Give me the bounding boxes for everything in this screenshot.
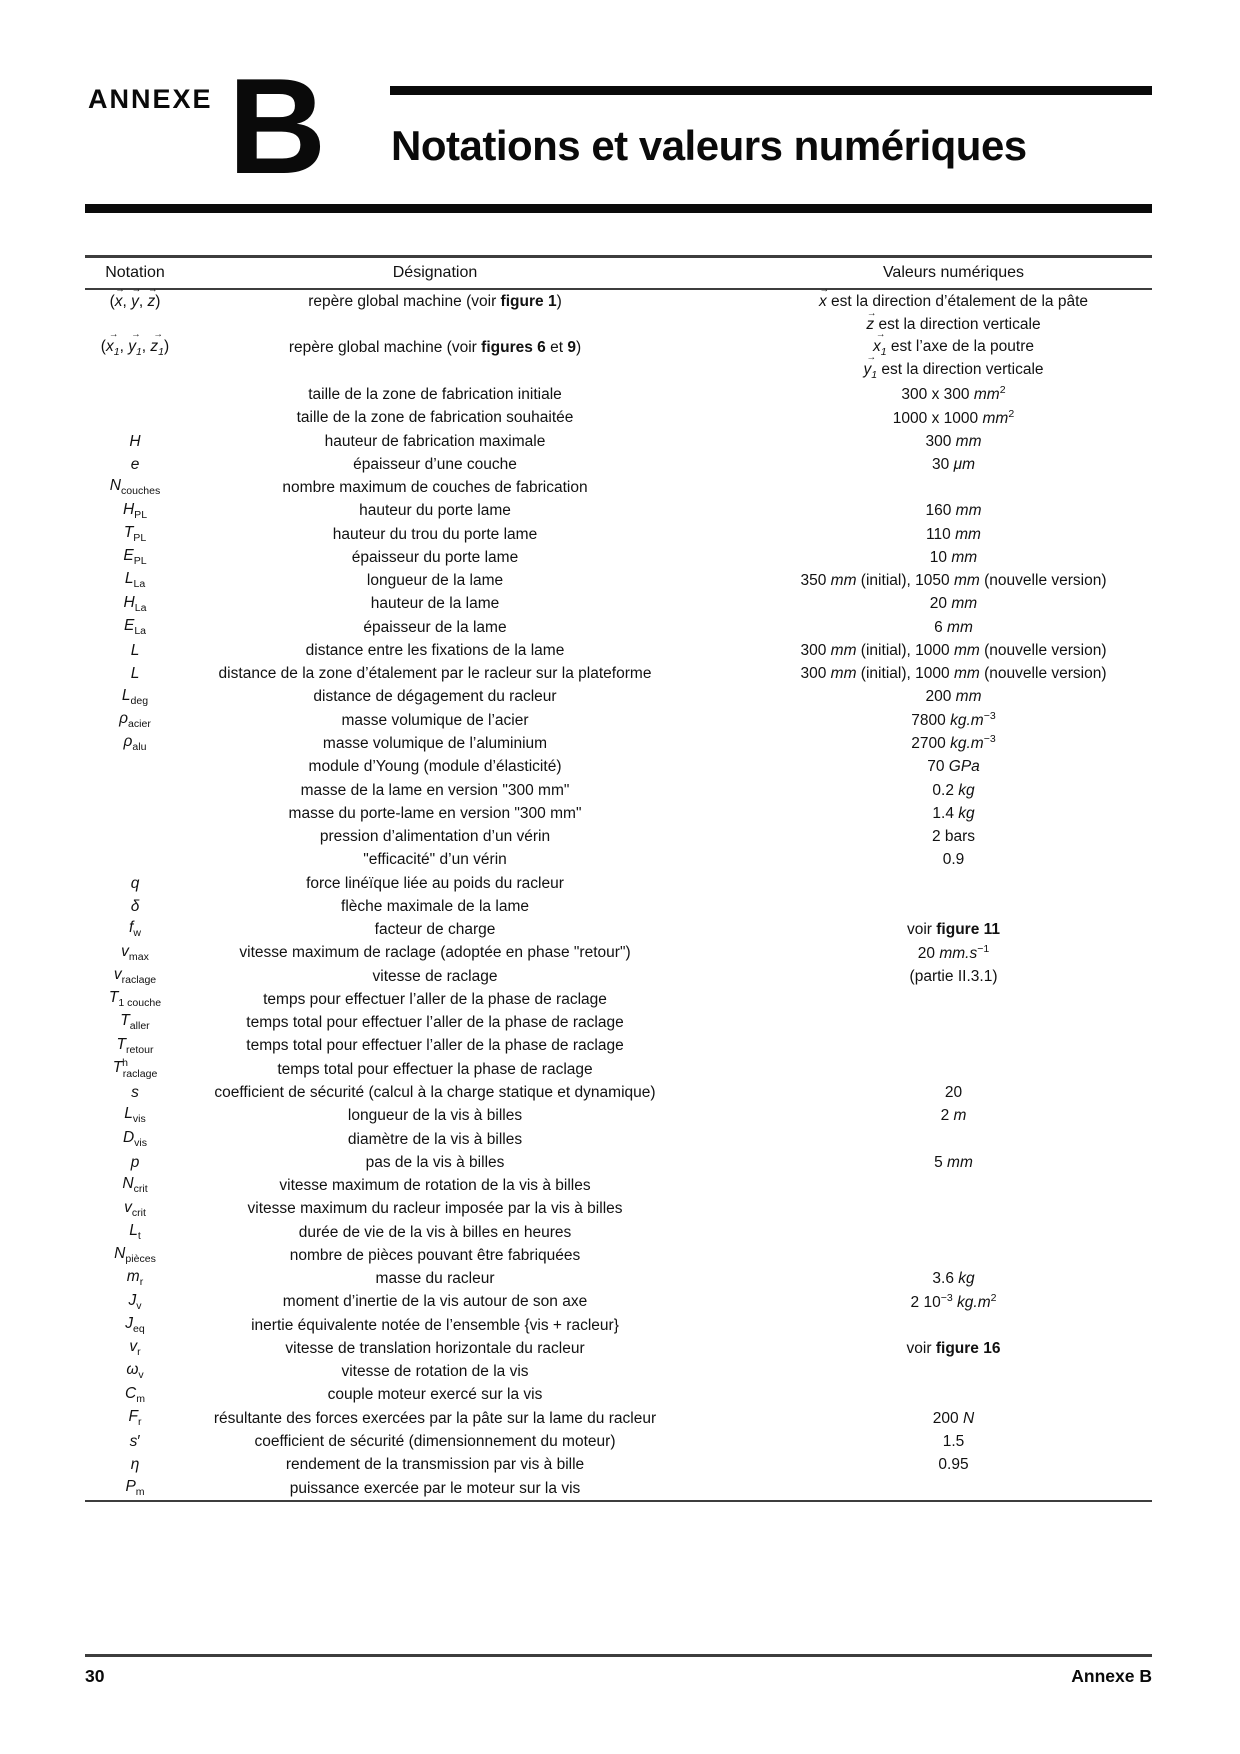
value-cell: 300 mm (initial), 1000 mm (nouvelle version): [800, 665, 1107, 683]
designation-cell: masse du racleur: [375, 1270, 495, 1288]
designation-cell: couple moteur exercé sur la vis: [327, 1386, 543, 1404]
table-row: [85, 1221, 1152, 1244]
title-top-bar: [390, 86, 1152, 95]
value-cell: 70 GPa: [927, 758, 980, 776]
designation-cell: temps total pour effectuer la phase de raclage: [277, 1060, 593, 1078]
footer-rule: [85, 1654, 1152, 1657]
notation-cell: $L_{La}$: [124, 570, 146, 591]
notation-cell: $P_m$: [125, 1477, 145, 1498]
value-cell: 0.2 kg: [932, 781, 975, 799]
designation-cell: durée de vie de la vis à billes en heures: [298, 1223, 572, 1241]
table-header-row: [85, 258, 1152, 288]
table-row: [85, 546, 1152, 569]
designation-cell: nombre maximum de couches de fabrication: [282, 479, 588, 497]
designation-cell: masse du porte-lame en version "300 mm": [288, 804, 582, 822]
footer-annexe-label: Annexe B: [1071, 1666, 1152, 1686]
notation-cell: $\rho_{alu}$: [123, 733, 147, 754]
value-cell: 3.6 kg: [932, 1270, 975, 1288]
table-row: [85, 1360, 1152, 1383]
designation-cell: hauteur de la lame: [370, 595, 500, 613]
table-row: [85, 802, 1152, 825]
table-row: [85, 1407, 1152, 1430]
value-cell: 10 mm: [929, 548, 978, 566]
table-body: [85, 290, 1152, 1500]
table-row: [85, 1174, 1152, 1197]
table-row: [85, 1477, 1152, 1500]
value-cell: $x_1$ → est l’axe de la poutre: [685, 338, 1152, 359]
table-row: [85, 1035, 1152, 1058]
table-row: [85, 709, 1152, 732]
designation-cell: pression d’alimentation d’un vérin: [319, 828, 551, 846]
notation-cell: $m_r$: [126, 1268, 144, 1289]
table-row: [85, 523, 1152, 546]
notation-cell: $f_w$: [129, 919, 141, 940]
value-cell: 20 $mm.s^{-1}$: [917, 942, 990, 962]
designation-cell: moment d’inertie de la vis autour de son axe: [282, 1293, 588, 1311]
designation-cell: épaisseur d’une couche: [353, 455, 517, 473]
notation-cell: $J_{eq}$: [125, 1314, 145, 1335]
notation-cell: $L_{vis}$: [124, 1105, 146, 1126]
table-row: [85, 1453, 1152, 1476]
designation-cell: vitesse de raclage: [372, 967, 498, 985]
table-row: [85, 1128, 1152, 1151]
table-row: [85, 476, 1152, 499]
table-row: [85, 639, 1152, 662]
designation-cell: coefficient de sécurité (dimensionnement du moteur): [254, 1432, 616, 1450]
value-cell: 300 mm (initial), 1000 mm (nouvelle version): [800, 641, 1107, 659]
table-bottom-rule: [85, 1500, 1152, 1503]
value-cell: $y_1$ → est la direction verticale: [685, 361, 1152, 382]
page-number: 30: [85, 1666, 105, 1686]
table-row: [85, 755, 1152, 778]
designation-cell: longueur de la vis à billes: [347, 1107, 523, 1125]
designation-cell: "efficacité" d’un vérin: [363, 851, 507, 869]
page-title: Notations et valeurs numériques: [391, 122, 1027, 169]
value-cell: 2 m: [940, 1107, 967, 1125]
notation-cell: $N_{crit}$: [122, 1175, 148, 1196]
designation-cell: masse volumique de l’acier: [341, 711, 529, 729]
designation-cell: longueur de la lame: [366, 572, 504, 590]
designation-cell: hauteur du trou du porte lame: [332, 525, 538, 543]
notation-cell: e: [130, 455, 140, 473]
value-cell: 300 x 300 $mm^2$: [901, 384, 1006, 404]
value-cell: 30 μm: [932, 455, 975, 473]
notation-cell: $C_m$: [125, 1384, 145, 1405]
notation-cell: $J_v$: [128, 1291, 142, 1312]
column-header-notation: Notation: [105, 263, 165, 281]
notation-cell: p: [130, 1153, 140, 1171]
designation-cell: inertie équivalente notée de l’ensemble {vis + racleur}: [251, 1316, 619, 1334]
notation-cell: $D_{vis}$: [122, 1128, 148, 1149]
column-header-designation: Désignation: [392, 263, 478, 281]
notation-cell: $L_{deg}$: [121, 686, 149, 707]
value-cell: 20 mm: [929, 595, 978, 613]
designation-cell: rendement de la transmission par vis à bille: [285, 1456, 585, 1474]
notation-cell: $E_{PL}$: [123, 547, 147, 568]
designation-cell: module d’Young (module d’élasticité): [308, 758, 562, 776]
table-row: [85, 1058, 1152, 1081]
notation-cell: H: [129, 432, 141, 450]
value-cell: x → est la direction d’étalement de la pâte: [685, 293, 1152, 310]
table-row: [85, 988, 1152, 1011]
notation-cell: L: [130, 641, 140, 659]
header-rule: [85, 204, 1152, 213]
designation-cell: distance de la zone d’étalement par le racleur sur la plateforme: [218, 665, 652, 683]
table-row: [85, 1104, 1152, 1127]
table-row: [85, 1337, 1152, 1360]
value-cell: 0.9: [942, 851, 965, 869]
value-cell: (partie II.3.1): [909, 967, 998, 985]
table-row: [85, 1383, 1152, 1406]
notation-cell: $T_{1 couche}$: [108, 989, 162, 1010]
value-cell: z → est la direction verticale: [685, 316, 1152, 333]
designation-cell: taille de la zone de fabrication souhaitée: [296, 409, 574, 427]
annexe-label: ANNEXE: [88, 84, 213, 114]
table-row: [85, 895, 1152, 918]
value-cell: 2 bars: [931, 828, 976, 846]
designation-cell: distance entre les fixations de la lame: [305, 641, 565, 659]
designation-cell: puissance exercée par le moteur sur la vis: [289, 1479, 581, 1497]
designation-cell: diamètre de la vis à billes: [347, 1130, 523, 1148]
designation-cell: force linéïque liée au poids du racleur: [306, 874, 564, 892]
value-cell: 350 mm (initial), 1050 mm (nouvelle version): [800, 572, 1107, 590]
table-row: [85, 337, 1152, 360]
notation-cell: $\rho_{acier}$: [119, 709, 151, 731]
annexe-letter: B: [228, 50, 327, 202]
table-row: [85, 1430, 1152, 1453]
designation-cell: coefficient de sécurité (calcul à la charge statique et dynamique): [214, 1083, 656, 1101]
designation-cell: épaisseur du porte lame: [351, 548, 519, 566]
notation-cell: s′: [129, 1432, 141, 1450]
designation-cell: épaisseur de la lame: [363, 618, 507, 636]
table-row: [85, 779, 1152, 802]
value-cell: 110 mm: [926, 525, 981, 543]
notation-cell: η: [130, 1456, 140, 1474]
table-row: [85, 1011, 1152, 1034]
notation-cell: $v_{crit}$: [124, 1198, 146, 1219]
table-row: [85, 732, 1152, 755]
value-cell: 1.4 kg: [932, 804, 975, 822]
notation-cell: s: [131, 1083, 139, 1101]
notation-cell: $T_{aller}$: [120, 1012, 150, 1033]
designation-cell: distance de dégagement du racleur: [313, 688, 557, 706]
notation-cell: $\omega_v$: [126, 1361, 144, 1382]
value-cell: 6 mm: [934, 618, 973, 636]
notation-cell: $T_{retour}$: [116, 1035, 154, 1056]
notation-cell: $H_{PL}$: [122, 500, 148, 521]
designation-cell: hauteur de fabrication maximale: [324, 432, 546, 450]
table-row: [85, 290, 1152, 313]
table-row: [85, 592, 1152, 615]
table-row: [85, 616, 1152, 639]
notation-cell: L: [130, 665, 140, 683]
table-row: [85, 1197, 1152, 1220]
table-row: [85, 569, 1152, 592]
designation-cell: flèche maximale de la lame: [341, 897, 529, 915]
designation-cell: pas de la vis à billes: [365, 1153, 505, 1171]
notation-cell: $E_{La}$: [123, 616, 147, 637]
table-row: [85, 430, 1152, 453]
notation-table: [85, 255, 1152, 1502]
notation-cell: q: [130, 874, 140, 892]
notation-cell: δ: [130, 897, 140, 915]
designation-cell: repère global machine (voir figures 6 et 9): [288, 339, 582, 357]
notation-cell: $N_{pièces}$: [114, 1245, 156, 1266]
value-cell: 7800 $kg.m^{-3}$: [911, 710, 996, 730]
value-cell: 5 mm: [934, 1153, 973, 1171]
designation-cell: temps total pour effectuer l’aller de la phase de raclage: [246, 1037, 624, 1055]
designation-cell: vitesse maximum du racleur imposée par la vis à billes: [247, 1200, 623, 1218]
designation-cell: temps pour effectuer l’aller de la phase de raclage: [263, 990, 607, 1008]
designation-cell: masse volumique de l’aluminium: [322, 735, 548, 752]
designation-cell: vitesse maximum de raclage (adoptée en phase "retour"): [239, 944, 631, 962]
column-header-valeurs: Valeurs numériques: [882, 263, 1025, 281]
value-cell: 2700 $kg.m^{-3}$: [911, 733, 996, 753]
value-cell: 0.95: [938, 1456, 969, 1474]
value-cell: voir figure 11: [906, 921, 1001, 939]
value-cell: 300 mm: [925, 432, 982, 450]
table-row: [85, 313, 1152, 336]
table-row: [85, 383, 1152, 406]
table-row: [85, 1151, 1152, 1174]
table-row: [85, 662, 1152, 685]
notation-cell: $L_t$: [129, 1221, 141, 1242]
designation-cell: vitesse maximum de rotation de la vis à billes: [279, 1177, 591, 1195]
value-cell: 160 mm: [925, 502, 982, 520]
notation-cell: $F_r$: [128, 1407, 142, 1429]
table-row: [85, 1267, 1152, 1290]
value-cell: voir figure 16: [906, 1339, 1001, 1357]
notation-cell: $v_{max}$: [121, 942, 149, 963]
designation-cell: repère global machine (voir figure 1): [308, 292, 562, 310]
notation-cell: $T^h_{raclage}$: [112, 1057, 158, 1080]
value-cell: 200 mm: [925, 688, 982, 706]
table-row: [85, 848, 1152, 871]
table-row: [85, 406, 1152, 429]
notation-cell: $v_{raclage}$: [113, 965, 157, 986]
notation-cell: $N_{couches}$: [109, 477, 161, 498]
footer: [85, 1666, 1152, 1687]
notation-cell: ($x_1$ →, $y_1$ →, $z_1$ →): [85, 338, 185, 359]
notation-cell: (x →, y →, z →): [85, 293, 185, 310]
notation-cell: $v_r$: [129, 1338, 141, 1359]
designation-cell: facteur de charge: [374, 921, 496, 939]
table-row: [85, 1314, 1152, 1337]
value-cell: 1.5: [942, 1432, 965, 1450]
value-cell: 2 $10^{-3}$ $kg.m^2$: [910, 1291, 997, 1311]
table-row: [85, 918, 1152, 941]
table-row: [85, 1081, 1152, 1104]
table-row: [85, 965, 1152, 988]
value-cell: 20: [944, 1083, 963, 1101]
table-row: [85, 1290, 1152, 1313]
designation-cell: vitesse de translation horizontale du racleur: [285, 1339, 585, 1357]
designation-cell: nombre de pièces pouvant être fabriquées: [289, 1246, 581, 1264]
table-row: [85, 872, 1152, 895]
table-row: [85, 499, 1152, 522]
table-row: [85, 1244, 1152, 1267]
table-row: [85, 686, 1152, 709]
designation-cell: vitesse de rotation de la vis: [341, 1363, 529, 1381]
value-cell: 1000 x 1000 $mm^2$: [892, 407, 1015, 427]
table-row: [85, 825, 1152, 848]
notation-cell: $T_{PL}$: [123, 523, 147, 544]
value-cell: 200 N: [932, 1409, 975, 1427]
table-row: [85, 941, 1152, 964]
table-row: [85, 360, 1152, 383]
designation-cell: temps total pour effectuer l’aller de la phase de raclage: [246, 1014, 624, 1032]
designation-cell: résultante des forces exercées par la pâte sur la lame du racleur: [213, 1409, 657, 1427]
designation-cell: taille de la zone de fabrication initiale: [308, 386, 562, 404]
designation-cell: masse de la lame en version "300 mm": [300, 781, 570, 799]
table-row: [85, 453, 1152, 476]
designation-cell: hauteur du porte lame: [359, 502, 511, 520]
notation-cell: $H_{La}$: [123, 593, 147, 614]
